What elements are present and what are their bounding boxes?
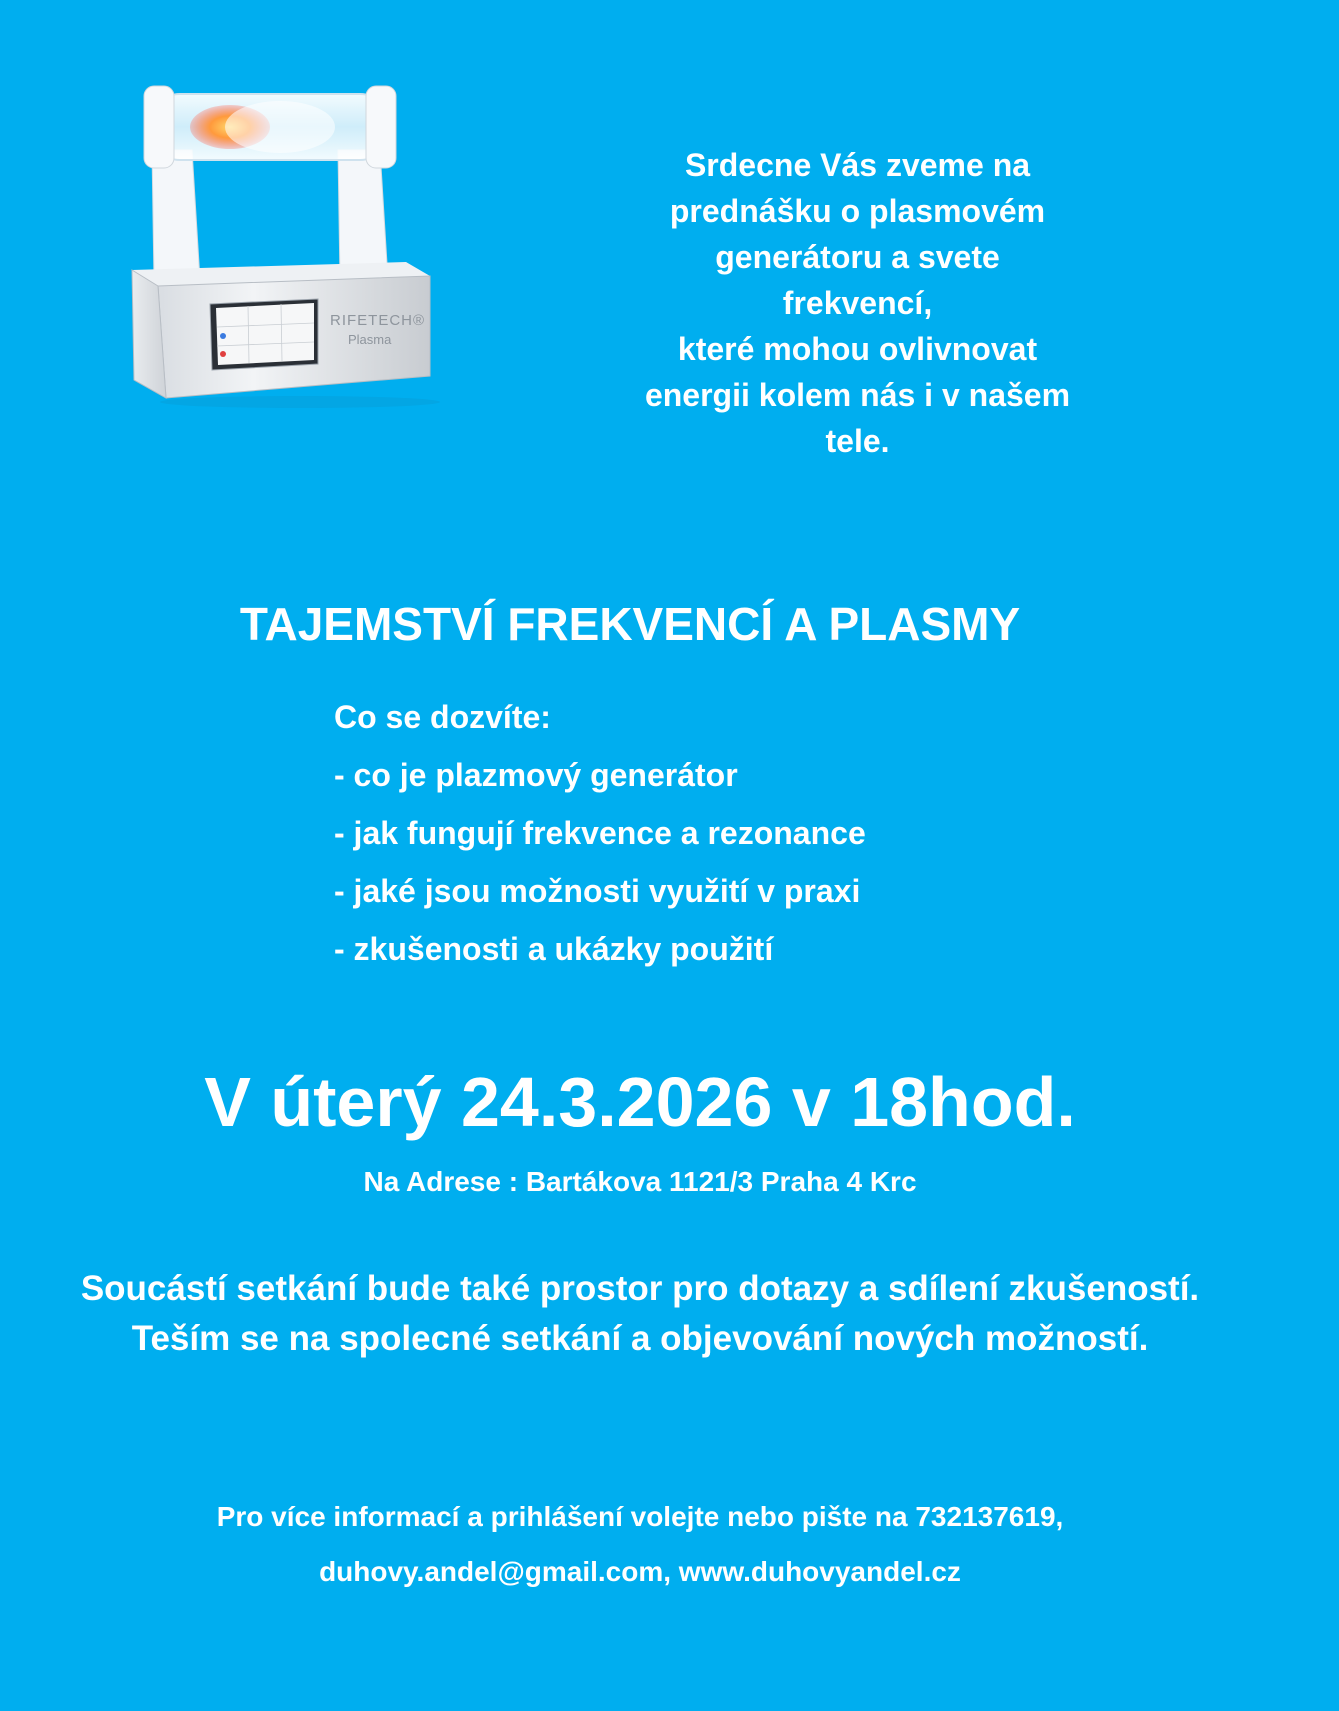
learn-item: - zkušenosti a ukázky použití [334, 931, 774, 967]
learn-item: - co je plazmový generátor [334, 757, 738, 793]
learn-item: - jaké jsou možnosti využití v praxi [334, 873, 861, 909]
device-model: Plasma [348, 332, 392, 347]
event-title: TAJEMSTVÍ FREKVENCÍ A PLASMY [239, 598, 1021, 650]
learn-list [334, 688, 1134, 978]
event-date: V úterý 24.3.2026 v 18hod. [204, 1063, 1076, 1141]
invite-line: tele. [825, 423, 890, 459]
invite-line: prednášku o plasmovém [669, 193, 1046, 229]
closing-paragraph: Soucástí setkání bude také prostor pro dotazy a sdílení zkušeností. Teším se na spolecné setkání a objevování nových možností. [80, 1269, 1200, 1358]
contact-phone-line: Pro více informací a prihlášení volejte nebo pište na 732137619, [216, 1501, 1064, 1532]
device-brand: RIFETECH® [330, 312, 426, 329]
invite-line: energii kolem nás i v našem [644, 377, 1071, 413]
plasma-generator-image [130, 80, 450, 420]
learn-heading: Co se dozvíte: [334, 699, 551, 735]
invite-line: frekvencí, [782, 285, 933, 321]
invitation-text [600, 142, 1115, 464]
invite-line: Srdecne Vás zveme na [684, 147, 1031, 183]
event-address: Na Adrese : Bartákova 1121/3 Praha 4 Krc [363, 1166, 917, 1197]
learn-item: - jak fungují frekvence a rezonance [334, 815, 866, 851]
contact-web-line: duhovy.andel@gmail.com, www.duhovyandel.cz [319, 1556, 961, 1587]
invite-line: které mohou ovlivnovat [677, 331, 1038, 367]
invite-line: generátoru a svete [715, 239, 1000, 275]
